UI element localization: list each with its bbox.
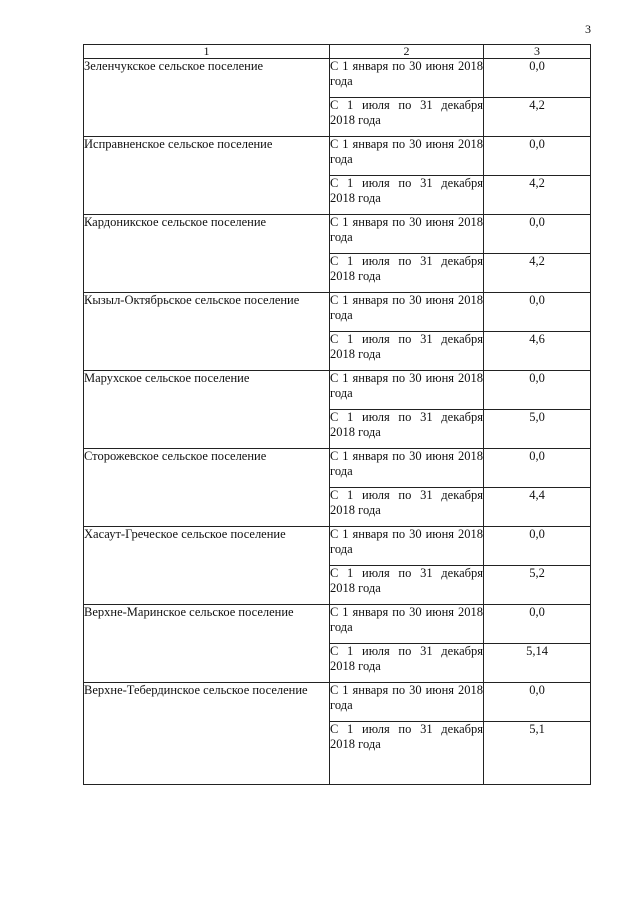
period-cell: С 1 июля по 31 декабря 2018 года [330,98,484,137]
period-cell: С 1 января по 30 июня 2018 года [330,371,484,410]
period-cell: С 1 июля по 31 декабря 2018 года [330,722,484,785]
table-row [84,293,591,332]
settlement-name: Кызыл-Октябрьское сельское поселение [84,293,330,371]
period-cell: С 1 января по 30 июня 2018 года [330,215,484,254]
period-cell: С 1 июля по 31 декабря 2018 года [330,644,484,683]
value-cell: 5,14 [484,644,591,683]
table-row [84,527,591,566]
period-cell: С 1 июля по 31 декабря 2018 года [330,176,484,215]
table-row [84,371,591,410]
value-cell: 4,6 [484,332,591,371]
period-cell: С 1 июля по 31 декабря 2018 года [330,410,484,449]
value-cell: 0,0 [484,683,591,722]
settlement-tariff-table [83,44,591,785]
table-row [84,215,591,254]
table-header-row [84,45,591,59]
settlement-name: Сторожевское сельское поселение [84,449,330,527]
settlement-name: Зеленчукское сельское поселение [84,59,330,137]
value-cell: 4,2 [484,176,591,215]
table-row [84,137,591,176]
period-cell: С 1 января по 30 июня 2018 года [330,527,484,566]
value-cell: 5,1 [484,722,591,785]
period-cell: С 1 июля по 31 декабря 2018 года [330,254,484,293]
value-cell: 4,4 [484,488,591,527]
period-cell: С 1 января по 30 июня 2018 года [330,293,484,332]
settlement-name: Хасаут-Греческое сельское поселение [84,527,330,605]
period-cell: С 1 января по 30 июня 2018 года [330,683,484,722]
table-row [84,449,591,488]
settlement-name: Исправненское сельское поселение [84,137,330,215]
period-cell: С 1 января по 30 июня 2018 года [330,449,484,488]
period-cell: С 1 июля по 31 декабря 2018 года [330,488,484,527]
value-cell: 0,0 [484,137,591,176]
column-header-1: 1 [84,45,330,59]
settlement-name: Верхне-Тебердинское сельское поселение [84,683,330,785]
column-header-3: 3 [484,45,591,59]
page-number: 3 [585,22,591,36]
value-cell: 4,2 [484,98,591,137]
value-cell: 0,0 [484,527,591,566]
value-cell: 5,2 [484,566,591,605]
value-cell: 4,2 [484,254,591,293]
settlement-name: Марухское сельское поселение [84,371,330,449]
period-cell: С 1 января по 30 июня 2018 года [330,605,484,644]
value-cell: 0,0 [484,371,591,410]
column-header-2: 2 [330,45,484,59]
settlement-name: Кардоникское сельское поселение [84,215,330,293]
period-cell: С 1 июля по 31 декабря 2018 года [330,332,484,371]
value-cell: 0,0 [484,59,591,98]
value-cell: 0,0 [484,449,591,488]
value-cell: 0,0 [484,215,591,254]
table-row [84,683,591,722]
value-cell: 5,0 [484,410,591,449]
period-cell: С 1 января по 30 июня 2018 года [330,137,484,176]
settlement-name: Верхне-Маринское сельское поселение [84,605,330,683]
value-cell: 0,0 [484,605,591,644]
table-row [84,59,591,98]
period-cell: С 1 июля по 31 декабря 2018 года [330,566,484,605]
table-row [84,605,591,644]
value-cell: 0,0 [484,293,591,332]
period-cell: С 1 января по 30 июня 2018 года [330,59,484,98]
